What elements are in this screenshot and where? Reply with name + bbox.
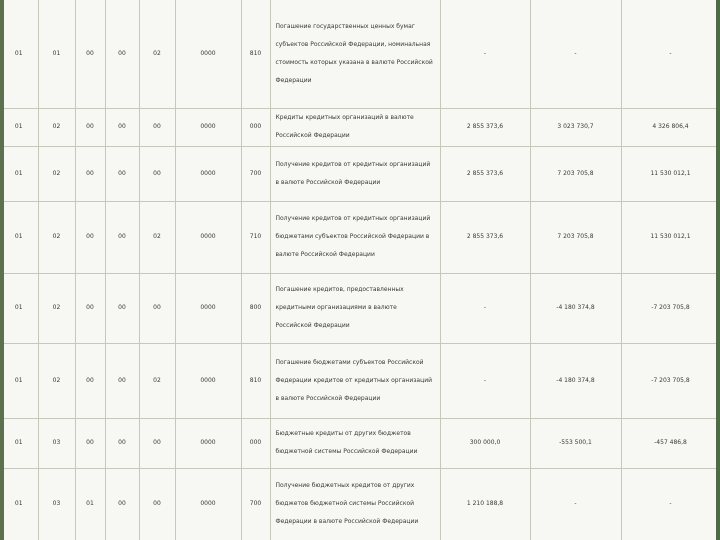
code-cell-4: 00 [105,0,139,108]
table-row [0,201,720,273]
code-cell-7: 000 [241,418,270,468]
value-cell-1: 1 210 188,8 [440,468,530,540]
code-cell-3: 00 [75,146,105,201]
code-cell-4: 00 [105,201,139,273]
code-cell-1: 01 [0,108,38,146]
right-accent-bar [716,0,720,540]
code-cell-1: 01 [0,201,38,273]
code-cell-3: 01 [75,468,105,540]
code-cell-1: 01 [0,146,38,201]
value-cell-2: 3 023 730,7 [530,108,621,146]
code-cell-4: 00 [105,108,139,146]
description-cell: Бюджетные кредиты от других бюджетов бюджетной системы Российской Федерации [270,418,440,468]
code-cell-2: 02 [38,343,75,418]
code-cell-2: 02 [38,146,75,201]
code-cell-3: 00 [75,201,105,273]
code-cell-7: 700 [241,468,270,540]
code-cell-1: 01 [0,0,38,108]
code-cell-2: 01 [38,0,75,108]
code-cell-3: 00 [75,273,105,343]
code-cell-4: 00 [105,146,139,201]
value-cell-2: -553 500,1 [530,418,621,468]
code-cell-3: 00 [75,343,105,418]
code-cell-6: 0000 [175,343,241,418]
code-cell-6: 0000 [175,0,241,108]
description-cell: Погашение кредитов, предоставленных кредитными организациями в валюте Российской Федерации [270,273,440,343]
code-cell-2: 02 [38,201,75,273]
value-cell-1: - [440,273,530,343]
code-cell-1: 01 [0,418,38,468]
code-cell-4: 00 [105,343,139,418]
table-row [0,0,720,108]
value-cell-1: - [440,0,530,108]
code-cell-6: 0000 [175,108,241,146]
code-cell-1: 01 [0,273,38,343]
code-cell-4: 00 [105,273,139,343]
code-cell-5: 02 [139,201,175,273]
value-cell-3: - [621,0,720,108]
code-cell-2: 03 [38,418,75,468]
code-cell-1: 01 [0,468,38,540]
description-cell: Получение кредитов от кредитных организаций бюджетами субъектов Российской Федерации в валюте Российской Федерации [270,201,440,273]
description-cell: Погашение бюджетами субъектов Российской Федерации кредитов от кредитных организаций в валюте Российской Федерации [270,343,440,418]
value-cell-2: -4 180 374,8 [530,343,621,418]
value-cell-2: 7 203 705,8 [530,201,621,273]
code-cell-5: 00 [139,146,175,201]
table-row [0,273,720,343]
code-cell-7: 000 [241,108,270,146]
description-cell: Кредиты кредитных организаций в валюте Российской Федерации [270,108,440,146]
code-cell-6: 0000 [175,468,241,540]
code-cell-6: 0000 [175,201,241,273]
code-cell-4: 00 [105,468,139,540]
table-row [0,108,720,146]
value-cell-3: -7 203 705,8 [621,343,720,418]
value-cell-3: -457 486,8 [621,418,720,468]
value-cell-2: -4 180 374,8 [530,273,621,343]
code-cell-3: 00 [75,108,105,146]
description-cell: Получение кредитов от кредитных организаций в валюте Российской Федерации [270,146,440,201]
code-cell-7: 810 [241,0,270,108]
code-cell-6: 0000 [175,418,241,468]
code-cell-2: 02 [38,108,75,146]
code-cell-1: 01 [0,343,38,418]
code-cell-5: 02 [139,0,175,108]
value-cell-2: - [530,0,621,108]
value-cell-3: -7 203 705,8 [621,273,720,343]
code-cell-5: 02 [139,343,175,418]
code-cell-2: 03 [38,468,75,540]
table-row [0,146,720,201]
value-cell-3: 11 530 012,1 [621,146,720,201]
code-cell-6: 0000 [175,273,241,343]
code-cell-5: 00 [139,273,175,343]
code-cell-6: 0000 [175,146,241,201]
value-cell-1: 2 855 373,6 [440,108,530,146]
code-cell-3: 00 [75,0,105,108]
value-cell-3: - [621,468,720,540]
left-accent-bar [0,0,4,540]
value-cell-1: 300 000,0 [440,418,530,468]
table-row [0,418,720,468]
table-row [0,468,720,540]
code-cell-7: 800 [241,273,270,343]
value-cell-2: - [530,468,621,540]
code-cell-4: 00 [105,418,139,468]
code-cell-5: 00 [139,418,175,468]
code-cell-7: 710 [241,201,270,273]
description-cell: Погашение государственных ценных бумаг субъектов Российской Федерации, номинальная стоимость которых указана в валюте Российской Федерации [270,0,440,108]
value-cell-2: 7 203 705,8 [530,146,621,201]
code-cell-2: 02 [38,273,75,343]
value-cell-1: - [440,343,530,418]
value-cell-3: 4 326 806,4 [621,108,720,146]
value-cell-1: 2 855 373,6 [440,201,530,273]
code-cell-7: 700 [241,146,270,201]
code-cell-5: 00 [139,108,175,146]
table-row [0,343,720,418]
description-cell: Получение бюджетных кредитов от других бюджетов бюджетной системы Российской Федерации в валюте Российской Федерации [270,468,440,540]
value-cell-1: 2 855 373,6 [440,146,530,201]
value-cell-3: 11 530 012,1 [621,201,720,273]
code-cell-7: 810 [241,343,270,418]
code-cell-5: 00 [139,468,175,540]
code-cell-3: 00 [75,418,105,468]
